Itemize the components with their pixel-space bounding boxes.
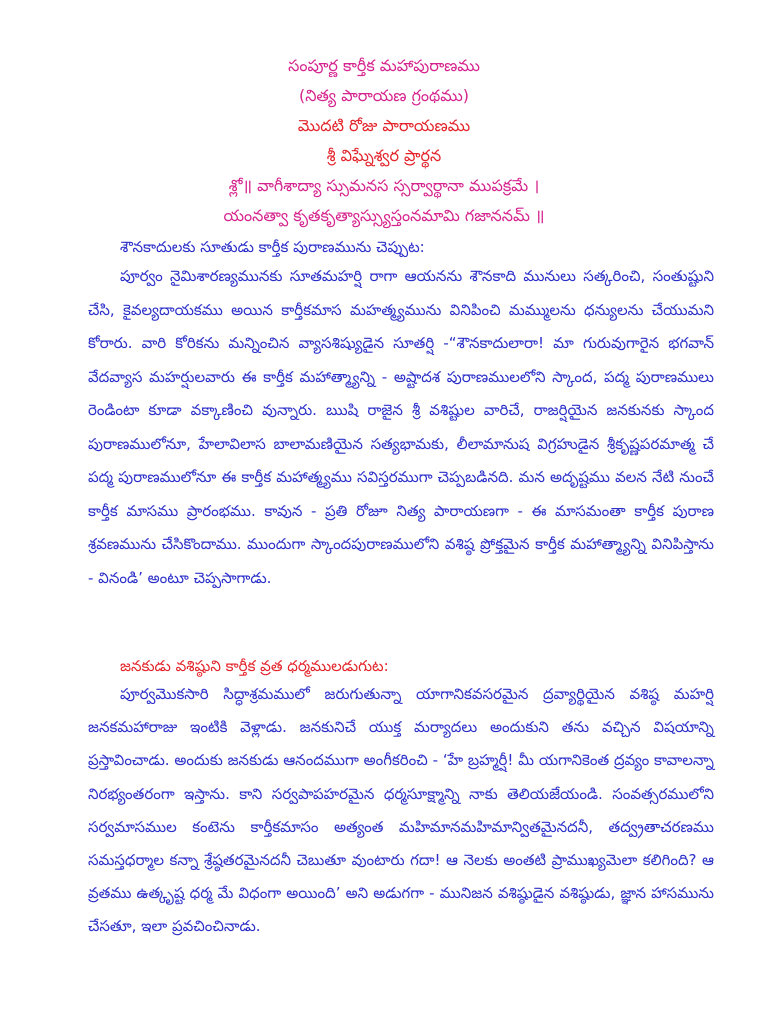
section-1-paragraph: పూర్వం నైమిశారణ్యమునకు సూతమహర్షి రాగా ఆయనను శౌనకాది మునులు సత్కరించి, సంతుష్టుని చేసి, కైవల్యదాయకము అయిన కార్తీకమాస మహత్మ్యమును వినిపించి మమ్ములను ధన్యులను చేయుమని కోరారు. వారి కోరికను మన్నించిన వ్యాసశిష్యుడైన సూతర్షి -“శౌనకాదులారా! మా గురువుగారైన భగవాన్ వేదవ్యాస మహర్షులవారు ఈ కార్తీక మహాత్మ్యాన్ని - అష్టాదశ పురాణములలోని స్కాంద, పద్మ పురాణములు రెండింటా కూడా వక్కాణించి వున్నారు. ఋషి రాజైన శ్రీ వశిష్టుల వారిచే, రాజర్షియైన జనకునకు స్కాంద పురాణములోనూ, హేలావిలాస బాలామణియైన సత్యభామకు, లీలామానుష విగ్రహుడైన శ్రీకృష్ణపరమాత్మ చే పద్మ పురాణములోనూ ఈ కార్తీక మహాత్మ్యము సవిస్తరముగా చెప్పబడినది. మన అదృష్టము వలన నేటి నుంచే కార్తీక మాసము ప్రారంభము. కావున - ప్రతి రోజూ నిత్య పారాయణగా - ఈ మాసమంతా కార్తీక పురాణ శ్రవణమును చేసికొందాము. ముందుగా స్కాందపురాణములోని వశిష్ఠ ప్రోక్తమైన కార్తీక మహాత్మ్యాన్ని వినిపిస్తాను - వినండి’ అంటూ చెప్పసాగాడు.: [88, 267, 714, 587]
section-2-paragraph: పూర్వమొకసారి సిద్ధాశ్రమములో జరుగుతున్నా యాగానికవసరమైన ద్రవ్యార్థియైన వశిష్ఠ మహర్షి జనకమహారాజు ఇంటికి వెళ్లాడు. జనకునిచే యుక్త మర్యాదలు అందుకుని తను వచ్చిన విషయాన్ని ప్రస్తావించాడు. అందుకు జనకుడు ఆనందముగా అంగీకరించి - ‘హే బ్రహ్మర్షీ! మీ యగానికెంత ద్రవ్యం కావాలన్నా నిరభ్యంతరంగా ఇస్తాను. కాని సర్వపాపహరమైన ధర్మసూక్ష్మాన్ని నాకు తెలియజేయండి. సంవత్సరములోని సర్వమాసముల కంటెను కార్తీకమాసం అత్యంత మహిమానమహిమాన్వితమైనదనీ, తద్వ్రతాచరణము సమస్తధర్మాల కన్నా శ్రేష్ఠతరమైనదనీ చెబుతూ వుంటారు గదా! ఆ నెలకు అంతటి ప్రాముఖ్యమెలా కలిగింది? ఆ వ్రతము ఉత్కృష్ట ధర్మ మే విధంగా అయింది’ అని అడుగగా - మునిజన వశిష్ఠుడైన వశిష్ఠుడు, జ్ఞాన హాసమును చేసతూ, ఇలా ప్రవచించినాడు.: [88, 685, 714, 936]
shloka-line-1: శ్లో॥ వాగీశాద్యా స్సుమనస స్సర్వార్థానా ముపక్రమే ।: [228, 176, 540, 195]
section-1-heading: శౌనకాదులకు సూతుడు కార్తీక పురాణమును చెప్పుట:: [120, 238, 425, 256]
prayer-title: శ్రీ విఘ్నేశ్వర ప్రార్థన: [326, 146, 442, 165]
book-title: సంపూర్ణ కార్తీక మహాపురాణము: [288, 56, 480, 75]
section-2-heading: జనకుడు వశిష్ఠుని కార్తీక వ్రత ధర్మములడుగుట:: [120, 657, 389, 675]
shloka-line-2: యంనత్వా కృతకృత్యాస్స్యుస్తంనమామి గజాననమ్ ॥: [223, 206, 545, 225]
book-subtitle: (నిత్య పారాయణ గ్రంథము): [298, 86, 470, 105]
day-title: మొదటి రోజు పారాయణము: [297, 116, 471, 135]
